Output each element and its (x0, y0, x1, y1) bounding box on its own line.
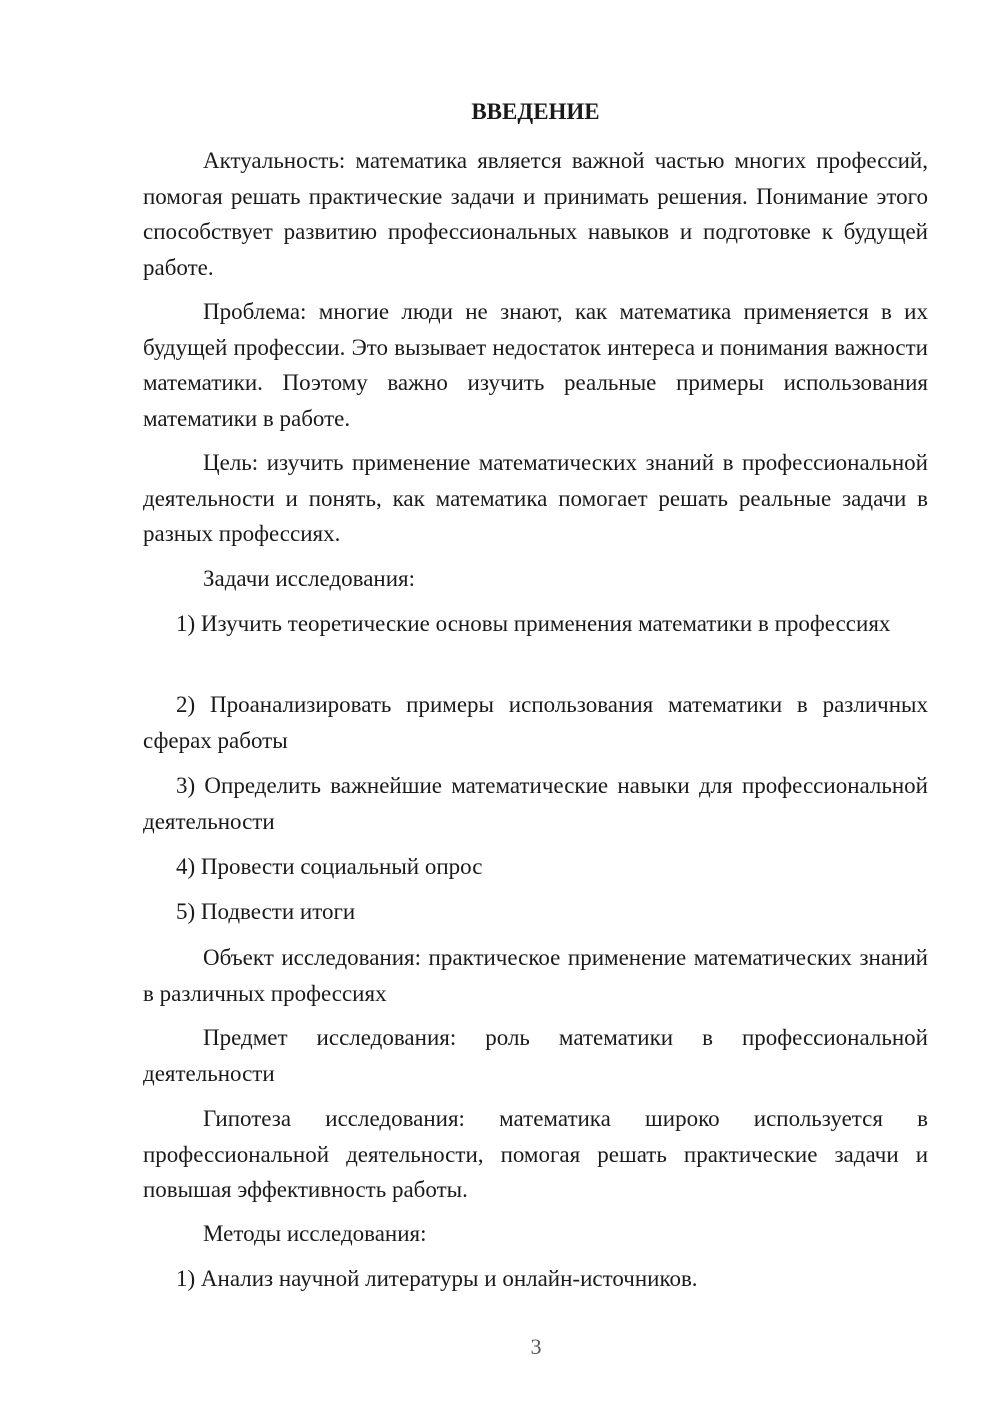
list-item: 2) Проанализировать примеры использования математики в различных сферах работы (143, 692, 928, 753)
paragraph-relevance: Актуальность: математика является важной частью многих профессий, помогая решать практические задачи и принимать решения. Понимание этого способствует развитию профессиональных навыков и подготовке к будущей работе. (143, 148, 928, 280)
list-item: 5) Подвести итоги (176, 899, 356, 924)
paragraph-tasks-heading: Задачи исследования: (203, 566, 416, 591)
paragraph-methods-heading: Методы исследования: (203, 1221, 427, 1246)
page-title: ВВЕДЕНИЕ (471, 99, 600, 124)
list-item: 3) Определить важнейшие математические навыки для профессиональной деятельности (143, 773, 928, 834)
paragraph-object: Объект исследования: практическое применение математических знаний в различных профессиях (143, 945, 928, 1006)
paragraph-subject: Предмет исследования: роль математики в профессиональной деятельности (143, 1025, 928, 1086)
list-item: 1) Изучить теоретические основы применения математики в профессиях (176, 611, 891, 636)
list-item: 4) Провести социальный опрос (176, 854, 483, 879)
paragraph-hypothesis: Гипотеза исследования: математика широко используется в профессиональной деятельности, помогая решать практические задачи и повышая эффективность работы. (143, 1106, 928, 1202)
paragraph-problem: Проблема: многие люди не знают, как математика применяется в их будущей профессии. Это вызывает недостаток интереса и понимания важности математики. Поэтому важно изучить реальные примеры использования математики в работе. (143, 299, 928, 431)
paragraph-goal: Цель: изучить применение математических знаний в профессиональной деятельности и понять, как математика помогает решать реальные задачи в разных профессиях. (143, 450, 928, 546)
list-item: 1) Анализ научной литературы и онлайн-источников. (176, 1266, 698, 1291)
page-number: 3 (530, 1334, 542, 1359)
